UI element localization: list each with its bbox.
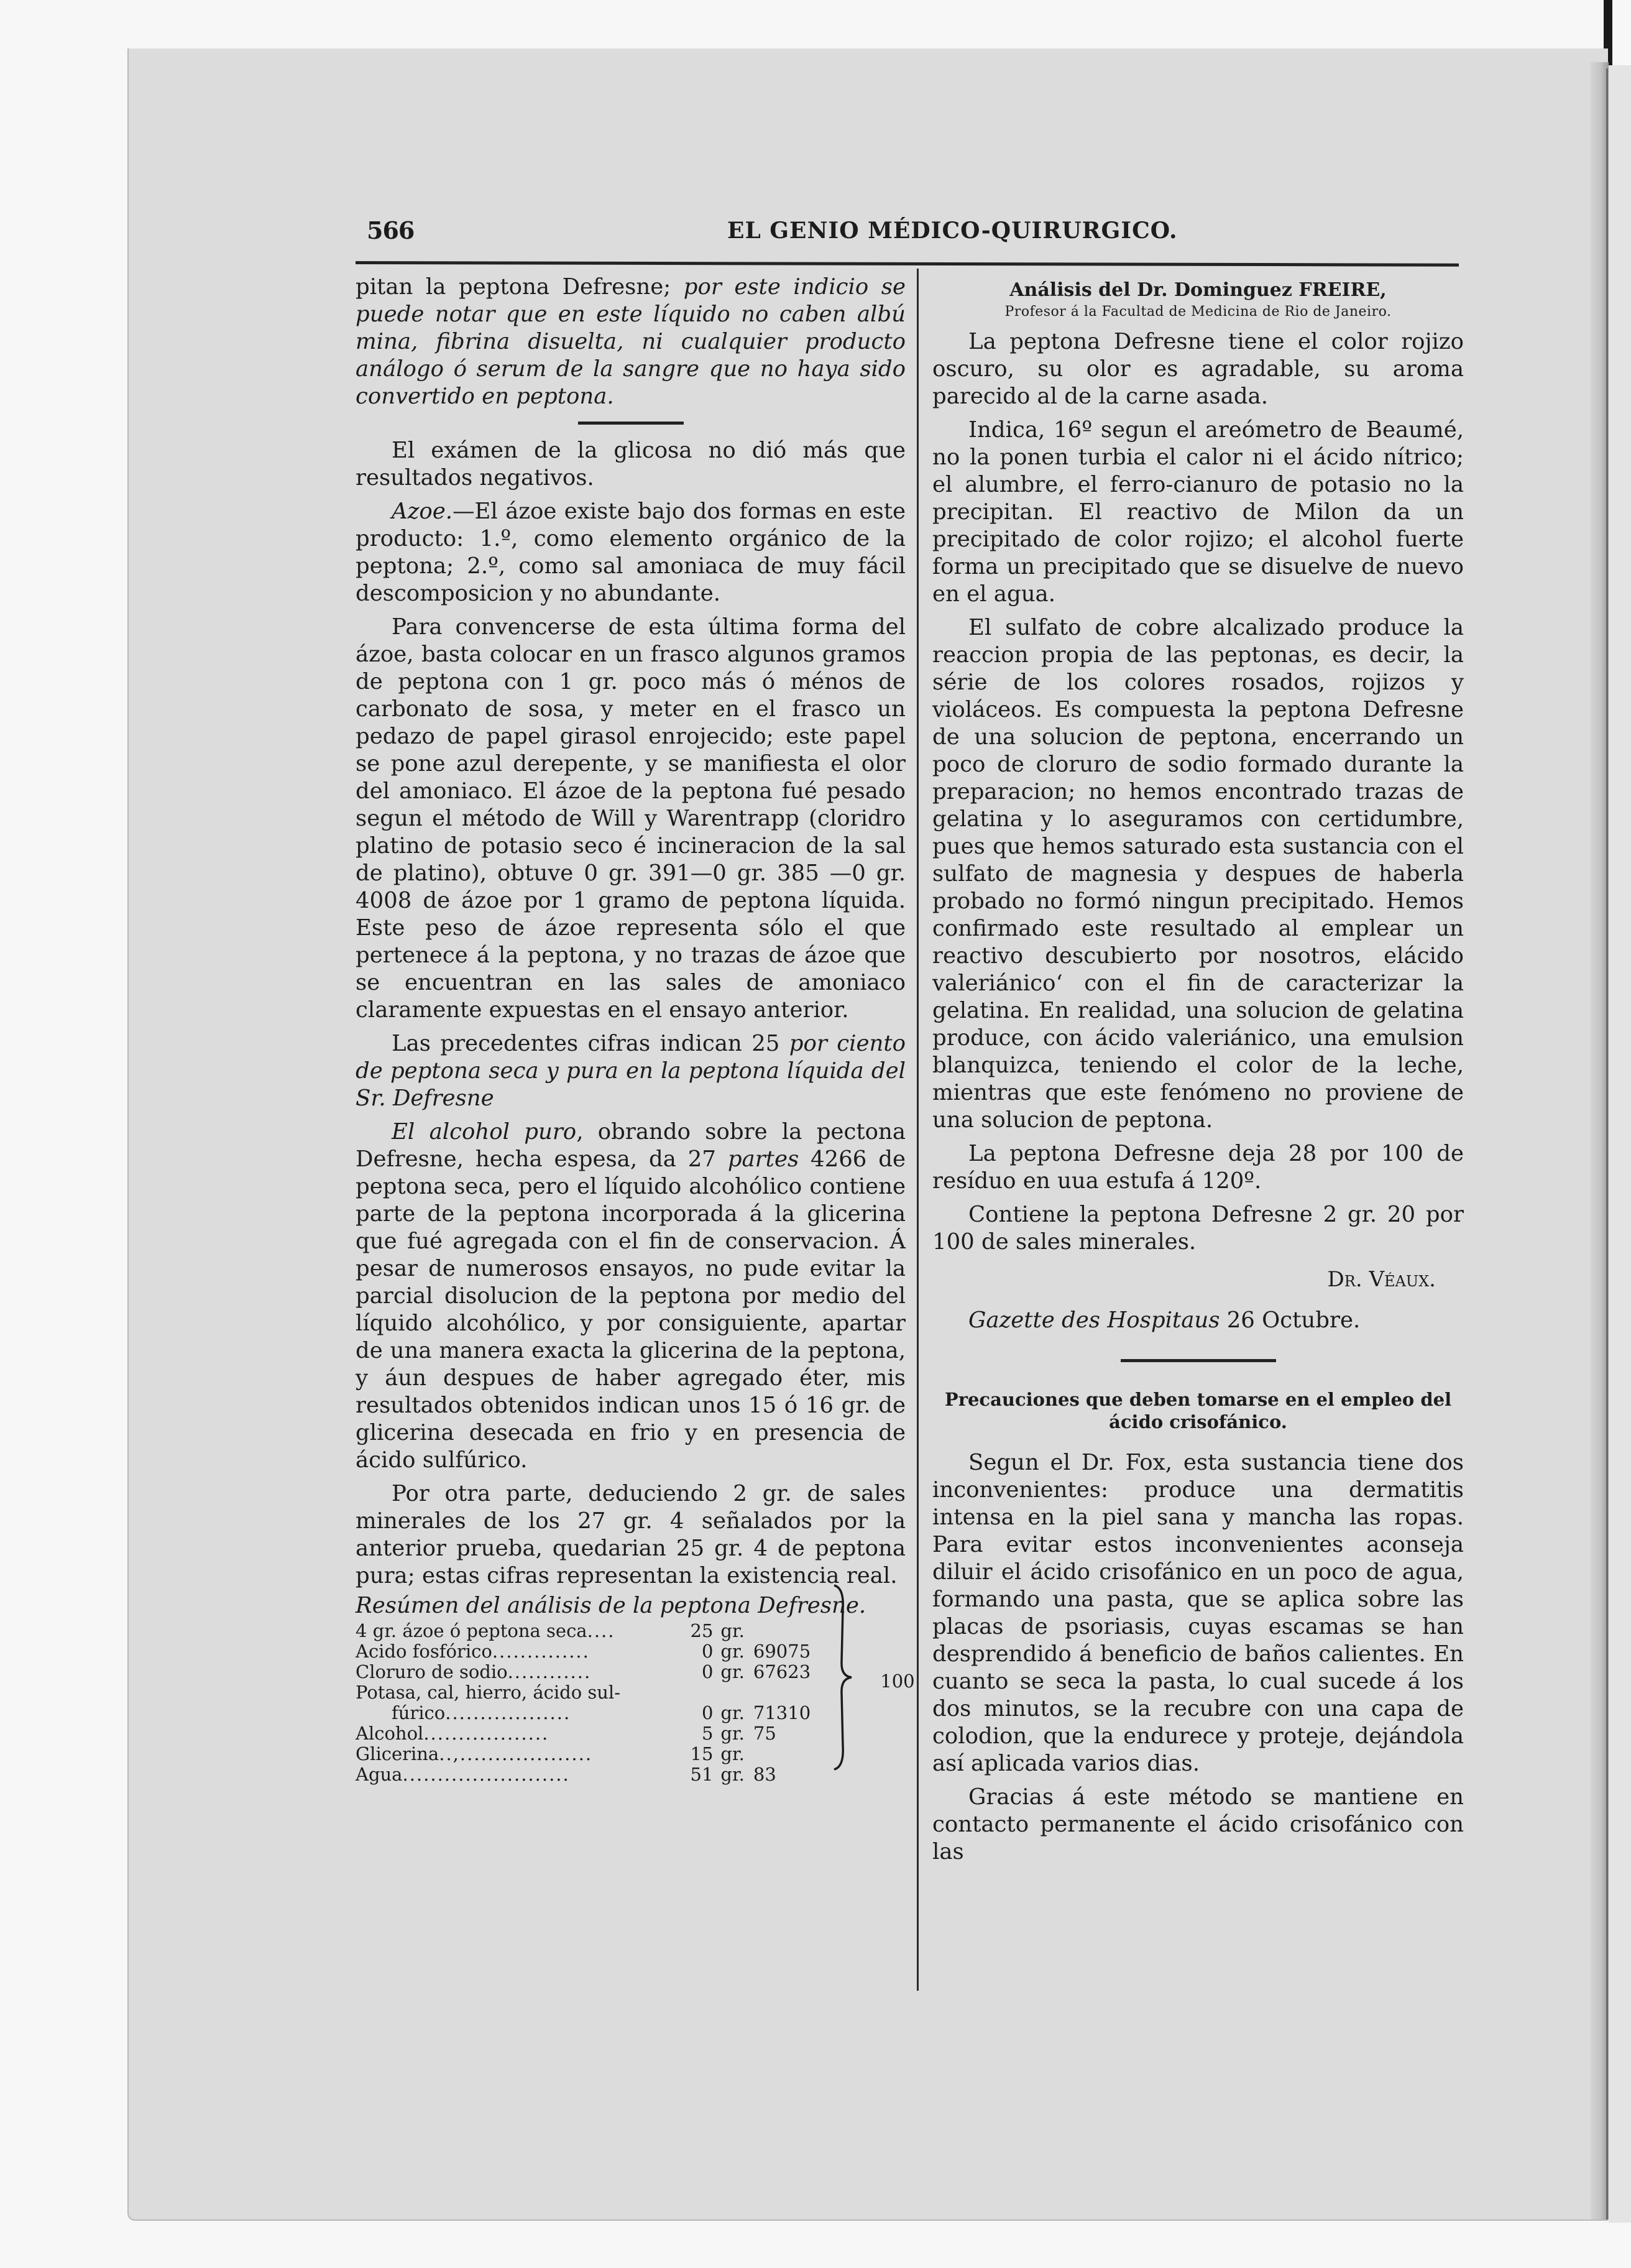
summary-total: 100 (880, 1671, 915, 1692)
summary-value (669, 1703, 830, 1723)
value-whole: 15 (690, 1743, 714, 1764)
leader-dots: ..,................... (439, 1743, 593, 1764)
summary-label (356, 1744, 669, 1764)
paragraph-fox: Segun el Dr. Fox, esta sustancia tiene dos inconvenientes: produce una dermatitis intensa en la piel sana y mancha las ropas. Para evitar estos inconvenientes aconseja diluir el ácido crisofánico en un poco de agua, formando una pasta, que se aplica sobre las placas de psoriasis, cuyas escamas se han desprendido á beneficio de baños calientes. En cuanto se seca la pasta, lo cual sucede á los dos minutos, se la recubre con una capa de colodion, que la endurece y proteje, dejándola así aplicada varios dias. (932, 1450, 1464, 1776)
value-unit: gr. (720, 1764, 745, 1785)
summary-value (669, 1682, 830, 1703)
paragraph-alcohol (356, 1118, 906, 1474)
leader-dots: ........................ (402, 1764, 570, 1785)
summary-value (669, 1723, 830, 1744)
paragraph-otra-parte: Por otra parte, deduciendo 2 gr. de sales minerales de los 27 gr. 4 señalados por la anterior prueba, quedarian 25 gr. 4 de peptona pura; estas cifras representan la existencia real. (356, 1481, 906, 1588)
summary-label-text: Potasa, cal, hierro, ácido sul- (356, 1682, 621, 1703)
next-page-edge (1609, 65, 1631, 2223)
italic-text: El alcohol puro (392, 1119, 577, 1145)
running-title: EL GENIO MÉDICO-QUIRURGICO. (727, 218, 1178, 244)
summary-row (356, 1744, 906, 1764)
brace-cell (830, 1671, 915, 1785)
summary-label (356, 1703, 669, 1723)
summary-label (356, 1621, 669, 1641)
italic-text: por este indicio se puede notar que en este líquido no caben albú mina, fibrina disuelta, ni cualquier producto análogo ó serum de la sangre que no haya sido convertido en peptona. (356, 274, 906, 409)
paragraph-sales: Contiene la peptona Defresne 2 gr. 20 por 100 de sales minerales. (932, 1202, 1464, 1255)
source-citation (932, 1307, 1464, 1334)
paragraph-glicosa: El exámen de la glicosa no dió más que resultados negativos. (356, 438, 906, 491)
summary-label (356, 1682, 669, 1703)
italic-text: Gazette des Hospitaus (968, 1307, 1220, 1333)
value-whole: 0 (701, 1641, 714, 1662)
summary-row (356, 1723, 906, 1744)
italic-text: por ciento de peptona seca y pura en la peptona líquida del Sr. Defresne (356, 1031, 906, 1111)
italic-text: Azoe. (392, 499, 453, 524)
value-unit: gr. (720, 1620, 745, 1641)
summary-row (356, 1682, 906, 1703)
summary-row (356, 1641, 906, 1662)
summary-row (356, 1703, 906, 1723)
paragraph-indica: Indica, 16º segun el areómetro de Beaumé, no la ponen turbia el calor ni el ácido nítrico; el alumbre, el ferro-cianuro de potasio no la precipitan. El reactivo de Milon da un precipitado de color rojizo; el alcohol fuerte forma un precipitado que se disuelve de nuevo en el agua. (932, 417, 1464, 607)
section-title-precauciones: Precauciones que deben tomarse en el empleo del ácido crisofánico. (944, 1389, 1452, 1432)
summary-row (356, 1764, 906, 1785)
paragraph-continued (356, 274, 906, 410)
curly-brace-icon (830, 1584, 855, 1771)
summary-value (669, 1744, 830, 1764)
value-unit: gr. (720, 1641, 745, 1662)
summary-value (669, 1621, 830, 1641)
value-whole: 0 (701, 1702, 714, 1723)
summary-table (356, 1620, 915, 1785)
summary-label (356, 1723, 669, 1744)
text-run: —El ázoe existe bajo dos formas en este producto: 1.º, como elemento orgánico de la peptona; 2.º, como sal amoniaca de muy fácil descomposicion y no abundante. (356, 499, 906, 606)
summary-row (356, 1662, 906, 1682)
summary-label-text: fúrico (392, 1702, 446, 1723)
text-run: , obrando sobre la pectona Defresne, hecha espesa, da 27 (356, 1119, 906, 1172)
summary-label-text: Glicerina (356, 1743, 439, 1764)
summary-label-text: Agua (356, 1764, 403, 1785)
text-run: 26 Octubre. (1220, 1307, 1361, 1333)
paragraph-residuo: La peptona Defresne deja 28 por 100 de resíduo en uua estufa á 120º. (932, 1141, 1464, 1194)
summary-label (356, 1662, 669, 1682)
summary-label (356, 1641, 669, 1662)
value-fraction: 71310 (753, 1702, 811, 1723)
summary-value (669, 1662, 830, 1682)
leader-dots: ............ (507, 1661, 592, 1682)
value-whole: 0 (701, 1661, 714, 1682)
value-fraction: 67623 (753, 1661, 811, 1682)
value-unit: gr. (720, 1723, 745, 1744)
value-whole: 25 (690, 1620, 714, 1641)
summary-row (356, 1621, 906, 1641)
paragraph-convencerse: Para convencerse de esta última forma del ázoe, basta colocar en un frasco algunos gramos de peptona con 1 gr. poco más ó ménos de carbonato de sosa, y meter en el frasco un pedazo de papel girasol enrojecido; este papel se pone azul derepente, y se manifiesta el olor del amoniaco. El ázoe de la peptona fué pesado segun el método de Will y Warentrapp (cloridro platino de potasio seco é incineracion de la sal de platino), obtuve 0 gr. 391—0 gr. 385 —0 gr. 4008 de ázoe por 1 gramo de peptona líquida. Este peso de ázoe representa sólo el que pertenece á la peptona, y no trazas de ázoe que se encuentran en las sales de amoniaco claramente expuestas en el ensayo anterior. (356, 614, 906, 1023)
value-fraction: 69075 (753, 1641, 811, 1662)
value-whole: 5 (701, 1723, 714, 1744)
value-unit: gr. (720, 1702, 745, 1723)
value-fraction: 75 (753, 1723, 776, 1744)
paragraph-azoe (356, 498, 906, 607)
spine-line (1606, 68, 1608, 2220)
text-run: 4266 de peptona seca, pero el líquido alcohólico contiene parte de la peptona incorporada á la glicerina que fué agregada con el fin de conservacion. Á pesar de numerosos ensayos, no pude evitar la parcial disolucion de la peptona por medio del líquido alcohólico, y por consiguiente, apartar de una manera exacta la glicerina de la peptona, y áun despues de haber agregado éter, mis resultados obtenidos indican unos 15 ó 16 gr. de glicerina desecada en frio y en presencia de ácido sulfúrico. (356, 1146, 906, 1473)
paragraph-sulfato: El sulfato de cobre alcalizado produce la reaccion propia de las peptonas, es decir, la série de los colores rosados, rojizos y violáceos. Es compuesta la peptona Defresne de una solucion de peptona, encerrando un poco de cloruro de sodio formado durante la preparacion; no hemos encontrado trazas de gelatina y lo aseguramos con certidumbre, pues que hemos saturado esta sustancia con el sulfato de magnesia y despues de haberla probado no formó ningun precipitado. Hemos confirmado este resultado al emplear un reactivo descubierto por nosotros, elácido valeriánico‘ con el fin de caracterizar la gelatina. En realidad, una solucion de gelatina produce, con ácido valeriánico, una emulsion blanquizca, teniendo el color de la leche, mientras que este fenómeno no proviene de una solucion de peptona. (932, 615, 1464, 1133)
paragraph-cifras (356, 1030, 906, 1112)
left-column (356, 274, 915, 1785)
summary-label-text: Acido fosfórico (356, 1641, 492, 1662)
summary-label (356, 1764, 669, 1785)
section-rule (1121, 1359, 1276, 1362)
text-run: Las precedentes cifras indican 25 (392, 1031, 789, 1056)
section-title-freire: Análisis del Dr. Dominguez FREIRE, (1009, 279, 1387, 301)
value-unit: gr. (720, 1661, 745, 1682)
italic-text: partes (727, 1146, 799, 1172)
signature: Dr. Véaux. (1327, 1267, 1436, 1292)
text-run: pitan la peptona Defresne; (356, 274, 684, 300)
value-unit: gr. (720, 1743, 745, 1764)
summary-label-text: Alcohol (356, 1723, 424, 1744)
value-fraction: 83 (753, 1764, 776, 1785)
leader-dots: .... (587, 1620, 615, 1641)
right-column (932, 279, 1464, 1866)
column-divider (917, 269, 919, 1991)
leader-dots: .................. (423, 1723, 549, 1744)
italic-text: Resúmen del análisis de la peptona Defresne. (356, 1593, 866, 1618)
summary-label-text: 4 gr. ázoe ó peptona seca (356, 1620, 587, 1641)
summary-title (356, 1592, 906, 1620)
leader-dots: .............. (492, 1641, 590, 1662)
summary-label-text: Cloruro de sodio (356, 1661, 508, 1682)
leader-dots: .................. (445, 1702, 571, 1723)
section-subtitle-freire: Profesor á la Facultad de Medicina de Rio de Janeiro. (1004, 304, 1392, 320)
paragraph-color: La peptona Defresne tiene el color rojizo oscuro, su olor es agradable, su aroma parecido al de la carne asada. (932, 329, 1464, 409)
summary-value (669, 1764, 830, 1785)
page-number: 566 (367, 216, 415, 244)
summary-value (669, 1641, 830, 1662)
value-whole: 51 (690, 1764, 714, 1785)
paragraph-gracias: Gracias á este método se mantiene en contacto permanente el ácido crisofánico con las (932, 1784, 1464, 1865)
section-rule (578, 422, 684, 425)
page-header (367, 216, 1461, 247)
